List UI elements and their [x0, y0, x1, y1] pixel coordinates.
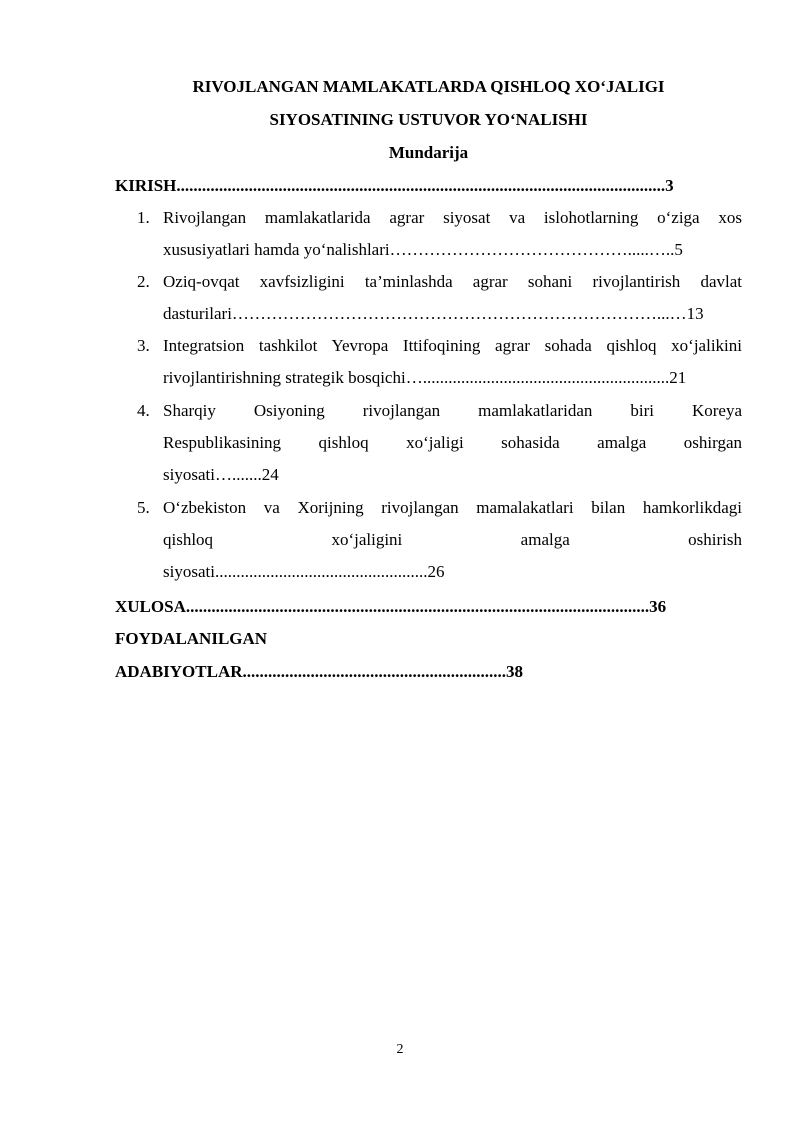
- toc-entry-conclusion: XULOSA.............................................................................................................36: [115, 597, 667, 616]
- toc-item-number: 5.: [137, 498, 150, 517]
- toc-item-number: 3.: [137, 336, 150, 355]
- toc-item-number: 1.: [137, 208, 150, 227]
- toc-item-line: dasturilari…………………………………………………………………...…13: [163, 304, 704, 323]
- toc-item-line: Sharqiy Osiyoning rivojlangan mamlakatlaridan biri Koreya: [163, 401, 742, 420]
- toc-entry-intro: KIRISH...................................................................................................................3: [115, 176, 674, 195]
- toc-item-line: xususiyatlari hamda yo‘nalishlari…………………………………….....…..5: [163, 240, 683, 259]
- toc-item-line: Integratsion tashkilot Yevropa Ittifoqining agrar sohada qishloq xo‘jalikini: [163, 336, 742, 355]
- toc-item-line: Oziq-ovqat xavfsizligini ta’minlashda agrar sohani rivojlantirish davlat: [163, 272, 742, 291]
- toc-entry-references-line-2: ADABIYOTLAR..............................................................38: [115, 662, 524, 681]
- toc-item-line: qishloq xo‘jaligini amalga oshirish: [163, 530, 742, 549]
- toc-entry-references-line-1: FOYDALANILGAN: [115, 629, 268, 648]
- toc-item-line: Rivojlangan mamlakatlarida agrar siyosat va islohotlarning o‘ziga xos: [163, 208, 742, 227]
- toc-item-number: 4.: [137, 401, 150, 420]
- toc-item-number: 2.: [137, 272, 150, 291]
- toc-item-line: rivojlantirishning strategik bosqichi…..........................................................21: [163, 368, 687, 387]
- page-number: 2: [396, 1042, 404, 1057]
- toc-item-line: siyosati….......24: [163, 465, 279, 484]
- document-title-line-2: SIYOSATINING USTUVOR YO‘NALISHI: [269, 110, 588, 129]
- contents-heading: Mundarija: [388, 143, 469, 162]
- document-title-line-1: RIVOJLANGAN MAMLAKATLARDA QISHLOQ XO‘JALIGI: [192, 77, 665, 96]
- toc-item-line: O‘zbekiston va Xorijning rivojlangan mamalakatlari bilan hamkorlikdagi: [163, 498, 742, 517]
- toc-item-line: Respublikasining qishloq xo‘jaligi sohasida amalga oshirgan: [163, 433, 742, 452]
- toc-item-line: siyosati..................................................26: [163, 562, 445, 581]
